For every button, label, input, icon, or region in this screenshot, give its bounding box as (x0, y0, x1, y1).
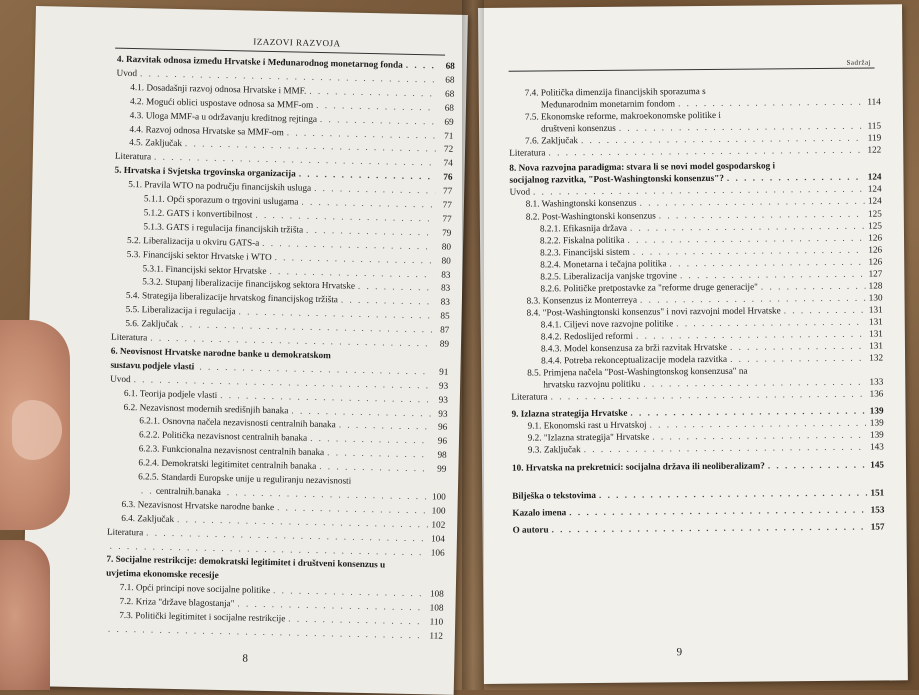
toc-entry (512, 487, 884, 501)
toc-entry-title: Literatura (511, 391, 548, 402)
toc-entry-title: Uvod (116, 67, 138, 79)
toc-entry-page: 114 (867, 96, 881, 107)
leader-dots (659, 208, 865, 221)
leader-dots (584, 442, 867, 455)
toc-entry-title: hrvatsku razvojnu politiku (543, 378, 641, 390)
toc-entry-page: 102 (431, 519, 446, 530)
toc-entry-page: 68 (444, 88, 455, 99)
leader-dots (548, 145, 864, 159)
leader-dots (761, 280, 866, 292)
leader-dots (727, 172, 865, 184)
toc-entry-page: 126 (868, 256, 883, 267)
toc-entry-page: 96 (437, 421, 448, 433)
toc-entry-title: 4.4. Razvoj odnosa Hrvatske sa MMF-om (129, 123, 284, 137)
toc-entry-title: 6.4. Zaključak (121, 512, 175, 524)
toc-entry-page: 77 (442, 213, 452, 224)
toc-entry-title: 9. Izlazna strategija Hrvatske (511, 408, 628, 420)
leader-dots (320, 114, 437, 127)
leader-dots (314, 183, 435, 197)
toc-entry-page: 108 (429, 588, 444, 599)
toc-entry-title: 8.2. Post-Washingtonski konsenzus (525, 209, 656, 222)
toc-line: 7.5. Ekonomske reforme, makroekonomske politike i (524, 109, 721, 122)
book-spine (462, 0, 484, 690)
toc-entry-page: 80 (441, 255, 451, 266)
toc-entry-page: 76 (443, 171, 453, 182)
leader-dots (220, 390, 431, 405)
leader-dots (339, 420, 431, 433)
toc-line: 8.5. Primjena načela "Post-Washingtonskog konsenzusa" na (527, 365, 748, 378)
toc-entry-page: 79 (442, 227, 452, 238)
leader-dots (730, 353, 866, 365)
leader-dots (309, 86, 437, 100)
toc-entry-page: 72 (443, 143, 454, 155)
toc-entry-title: 6.2.2. Politička nezavisnost centralnih banaka (138, 429, 308, 444)
leader-dots (599, 487, 867, 500)
leader-dots (237, 598, 426, 613)
leader-dots (643, 377, 866, 390)
toc-entry-page: 125 (868, 220, 882, 231)
leader-dots (650, 418, 867, 431)
toc-entry-page: 100 (431, 505, 446, 516)
leader-dots (262, 237, 434, 252)
toc-entry-title: 5.3.2. Stupanj liberalizacije financijskog sektora Hrvatske (142, 276, 356, 292)
toc-entry-title: Literatura (509, 147, 546, 158)
toc-entry-title: 7.6. Zaključak (525, 135, 579, 146)
running-head-left: IZAZOVI RAZVOJA (253, 36, 341, 49)
toc-entry-page: 93 (438, 394, 448, 405)
toc-line: centralnih banaka (155, 485, 222, 497)
toc-entry-page: 77 (442, 199, 453, 210)
toc-line: sustavu podjele vlasti (110, 359, 195, 372)
leader-dots (640, 196, 865, 209)
toc-line: 6.2.5. Standardi Europske unije u reguliranju nezavisnosti (138, 471, 352, 486)
leader-dots (301, 197, 435, 211)
toc-entry-page: 112 (429, 630, 444, 641)
toc-entry-page: 131 (869, 340, 884, 351)
toc-entry-page: 143 (870, 441, 884, 453)
toc-entry-page: 85 (440, 310, 450, 321)
leader-dots (669, 256, 865, 269)
toc-entry-title: 5.6. Zaključak (125, 318, 179, 330)
toc-entry-title: 8.2.4. Monetarna i tečajna politika (540, 258, 667, 270)
toc-entry-page: 128 (868, 280, 883, 291)
toc-entry-title: 10. Hrvatska na prekretnici: socijalna država ili neoliberalizam? (511, 460, 765, 473)
toc-entry-page: 106 (430, 546, 445, 558)
toc-entry-page: 151 (870, 487, 885, 498)
toc-entry-title: O autoru (512, 523, 549, 535)
toc-entry-page: 96 (437, 435, 448, 446)
toc-entry (509, 145, 881, 159)
leader-dots (630, 406, 866, 419)
toc-entry-page: 139 (869, 417, 884, 428)
toc-entry-title: 9.3. Zaključak (527, 444, 581, 456)
leader-dots (275, 252, 434, 266)
leader-dots (552, 521, 868, 535)
toc-entry-page: 110 (429, 616, 444, 627)
toc-entry-title: 6.2.1. Osnovna načela nezavisnosti centralnih banaka (139, 415, 336, 430)
leader-dots (619, 121, 864, 134)
leader-dots (269, 265, 433, 279)
leader-dots (636, 329, 866, 342)
leader-dots (341, 295, 433, 308)
toc-entry-page: 126 (868, 232, 883, 243)
toc-entry-title: društveni konsenzus (541, 122, 616, 134)
toc-entry-title: socijalnog razvitka, "Post-Washingtonski konsenzus"? (509, 173, 724, 186)
header-rule (509, 68, 875, 72)
leader-dots (633, 244, 866, 257)
toc-entry-title: 6.1. Teorija podjele vlasti (123, 387, 218, 400)
toc-entry-page: 145 (870, 458, 885, 470)
running-head-right: Sadržaj (846, 58, 872, 67)
toc-entry-title: 5.1.2. GATS i konvertibilnost (143, 207, 253, 220)
toc-entry-title: 5.1. Pravila WTO na području financijskih usluga (128, 179, 312, 193)
toc-entry-page: 139 (869, 429, 884, 440)
leader-dots (319, 461, 429, 474)
toc-entry-page: 124 (867, 171, 882, 182)
toc-entry-title: 5.1.3. GATS i regulacija financijskih tržišta (143, 221, 304, 235)
toc-line: uvjetima ekonomske recesije (106, 567, 219, 581)
toc-entry-title: 5.1.1. Opći sporazum o trgovini uslugama (143, 193, 299, 207)
leader-dots (291, 405, 430, 419)
toc-entry-page: 133 (869, 376, 884, 387)
toc-entry-page: 127 (868, 268, 883, 279)
leader-dots (306, 225, 434, 239)
toc-entry-title: 8.3. Konsenzus iz Monterreya (526, 294, 638, 306)
toc-entry-title: 7.1. Opći principi nove socijalne politike (119, 582, 271, 596)
toc-entry-title: 4.1. Dosadašnji razvoj odnosa Hrvatske i MMF. (130, 81, 307, 96)
toc-entry-page: 126 (868, 244, 883, 255)
page-number-left: 8 (242, 652, 249, 665)
toc-entry-title: 8.2.5. Liberalizacija vanjske trgovine (540, 270, 677, 282)
toc-entry-title: 6.2.4. Demokratski legitimitet centralnih banaka (138, 457, 317, 472)
toc-entry-page: 87 (440, 324, 450, 335)
toc-entry-title: 4.2. Mogući oblici uspostave odnosa sa MMF-om (129, 95, 314, 110)
toc-entry-page: 125 (867, 207, 882, 219)
toc-entry-page: 74 (443, 157, 453, 169)
toc-entry-page: 131 (868, 316, 883, 327)
leader-dots (630, 220, 865, 233)
toc-entry-page: 104 (431, 532, 446, 544)
leader-dots (730, 341, 866, 353)
toc-entry-title: 4.3. Uloga MMF-a u održavanju kreditnog rejtinga (129, 109, 318, 124)
toc-entry-page: 130 (868, 292, 883, 303)
leader-dots (288, 613, 426, 627)
toc-entry-title: Bilješka o tekstovima (512, 489, 597, 501)
leader-dots (327, 447, 430, 460)
toc-entry-title: 4.5. Zaključak (129, 137, 183, 149)
toc-entry-title: 8.2.1. Efikasnija država (539, 222, 627, 234)
toc-entry-page: 115 (867, 120, 882, 131)
leader-dots (652, 430, 867, 443)
toc-line: 8. Nova razvojna paradigma: stvara li se novi model gospodarskog i (509, 160, 776, 174)
leader-dots (310, 433, 430, 447)
toc-entry-title: 8.4. "Post-Washingtonski konsenzus" i novi razvojni model Hrvatske (526, 305, 781, 318)
toc-entry-page: 91 (439, 366, 449, 377)
leader-dots (640, 292, 866, 305)
leader-dots (299, 169, 436, 183)
leader-dots (627, 232, 865, 245)
toc-entry-page: 139 (869, 405, 884, 416)
toc-line: 6. Neovisnost Hrvatske narodne banke u demokratskom (110, 345, 331, 361)
toc-entry-page: 119 (867, 132, 882, 143)
toc-entry-title: Uvod (509, 186, 531, 198)
toc-entry-title: 5. Hrvatska i Svjetska trgovinska organizacija (114, 164, 296, 179)
toc-entry-title: 8.1. Washingtonski konsenzus (525, 198, 637, 210)
toc-entry-title: 8.2.6. Političke pretpostavke za "reforme druge generacije" (540, 281, 758, 294)
toc-entry-title: 9.1. Ekonomski rast u Hrvatskoj (527, 419, 647, 431)
toc-entry-page: 83 (441, 269, 451, 280)
toc-entry (513, 521, 885, 535)
toc-entry-title: 8.4.4. Potreba rekonceptualizacije modela razvitka (541, 353, 728, 366)
leader-dots (678, 97, 864, 110)
toc-entry-title: 5.4. Strategija liberalizacije hrvatskog financijskog tržišta (125, 290, 339, 305)
left-page (22, 6, 468, 695)
toc-entry-page: 124 (867, 195, 882, 207)
toc-entry-title: 7.2. Kriza "države blagostanja" (119, 595, 235, 609)
leader-dots (273, 585, 427, 599)
toc-entry-page: 131 (869, 328, 883, 339)
toc-entry-title: Literatura (110, 331, 148, 343)
toc-entry-page: 80 (441, 241, 452, 252)
leader-dots (680, 268, 866, 281)
leader-dots (784, 305, 866, 317)
toc-entry-page: 98 (437, 449, 447, 460)
toc-entry-page: 108 (429, 602, 444, 613)
toc-entry-page: 131 (868, 304, 883, 315)
toc-entry-title: 9.2. "Izlazna strategija" Hrvatske (527, 431, 650, 443)
toc-entry-page: 136 (869, 388, 884, 399)
toc-line: 7. Socijalne restrikcije: demokratski legitimitet i društveni konsenzus u (106, 553, 386, 570)
toc-entry-title: Uvod (110, 373, 131, 384)
toc-entry-title: 4. Razvitak odnosa između Hrvatske i Međunarodnog monetarnog fonda (116, 53, 403, 70)
toc-entry-page: 124 (867, 183, 882, 194)
toc-entry-page: 122 (867, 144, 882, 155)
toc-entry-title: Kazalo imena (512, 506, 567, 518)
page-number-right: 9 (676, 646, 683, 659)
toc-line: 7.4. Politička dimenzija financijskih sporazuma s (524, 86, 706, 98)
toc-entry-title: 8.4.1. Ciljevi nove razvojne politike (540, 318, 674, 330)
toc-entry (511, 389, 883, 403)
toc-entry-page: 83 (440, 296, 450, 308)
hand (0, 540, 50, 690)
toc-entry-page: 99 (437, 463, 447, 474)
toc-entry-page: 77 (442, 185, 453, 196)
toc-entry-page: 132 (869, 352, 884, 363)
leader-dots (255, 210, 434, 225)
toc-entry-title: 7.3. Politički legitimitet i socijalne restrikcije (119, 609, 286, 624)
toc-entry (541, 353, 883, 367)
leader-dots (287, 127, 437, 141)
toc-entry-page: 68 (444, 102, 455, 113)
leader-dots (676, 317, 866, 330)
toc-entry (528, 442, 884, 456)
toc-entry-title: 8.4.2. Redoslijed reformi (540, 330, 634, 342)
toc-entry-page: 93 (438, 380, 449, 391)
leader-dots (316, 100, 437, 114)
toc-entry-title: 6.2. Nezavisnost modernih središnjih banaka (123, 401, 289, 415)
leader-dots (569, 504, 867, 518)
toc-entry-title: 5.3.1. Financijski sektor Hrvatske (142, 262, 267, 276)
toc-entry-title: 6.2.3. Funkcionalna nezavisnost centralnih banaka (138, 443, 325, 458)
toc-entry-page: 68 (445, 60, 455, 71)
toc-entry-page: 157 (870, 521, 885, 532)
leader-dots (277, 502, 429, 516)
toc-entry-page: 89 (439, 338, 450, 349)
toc-entry-page: 153 (870, 504, 885, 515)
leader-dots (238, 306, 432, 321)
toc-entry-title: 6.3. Nezavisnost Hrvatske narodne banke (121, 498, 275, 512)
leader-dots (768, 459, 867, 471)
toc-entry-page: 69 (444, 116, 454, 127)
toc-entry-title: Literatura (114, 150, 152, 162)
leader-dots (406, 60, 438, 72)
toc-entry-page: 68 (445, 74, 455, 85)
toc-entry-page: 83 (440, 282, 451, 294)
toc-entry-title: 5.5. Liberalizacija i regulacija (125, 304, 236, 317)
toc-entry-page: 93 (438, 408, 448, 419)
leader-dots (358, 281, 433, 294)
toc-entry-title: 8.4.3. Model konsenzusa za brži razvitak Hrvatske (540, 341, 727, 354)
toc-entry-title: 5.3. Financijski sektor Hrvatske i WTO (126, 248, 272, 262)
toc-entry (512, 459, 884, 473)
right-page (478, 4, 908, 684)
toc-entry-title: 8.2.2. Fiskalna politika (539, 234, 625, 246)
toc-entry-title: 8.2.3. Financijski sistem (540, 246, 630, 258)
toc-entry-title: Literatura (106, 526, 144, 537)
toc-entry (541, 97, 881, 111)
toc-entry-page: 100 (431, 491, 446, 502)
toc-entry (512, 504, 884, 518)
leader-dots (551, 389, 867, 403)
toc-entry-title: Međunarodnim monetarnim fondom (540, 98, 676, 110)
toc-entry-page: 71 (444, 130, 454, 141)
toc-entry-title: 5.2. Liberalizacija u okviru GATS-a (127, 234, 260, 248)
